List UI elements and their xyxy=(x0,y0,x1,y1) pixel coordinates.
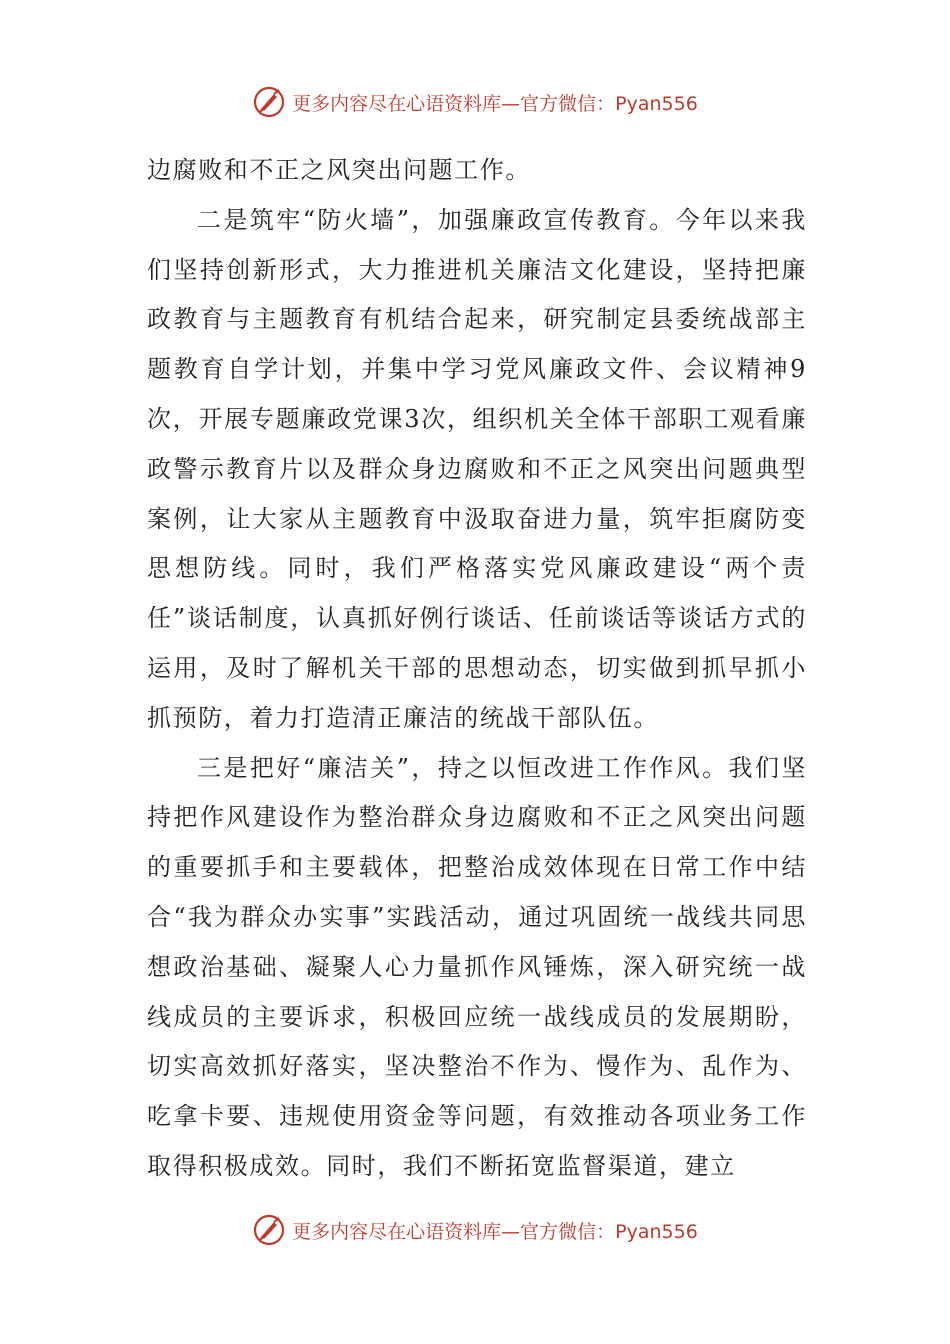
paragraph-three: 三是把好“廉洁关”，持之以恒改进工作作风。我们坚持把作风建设作为整治群众身边腐败和不正之风突出问题的重要抓手和主要载体，把整治成效体现在日常工作中结合“我为群众办实事”实践活动，通过巩固统一战线共同思想政治基础、凝聚人心力量抓作风锤炼，深入研究统一战线成员的主要诉求，积极回应统一战线成员的发展期盼，切实高效抓好落实，坚决整治不作为、慢作为、乱作为、吃拿卡要、违规使用资金等问题，有效推动各项业务工作取得积极成效。同时，我们不断拓宽监督渠道，建立 xyxy=(147,753,807,1180)
watermark-text: 更多内容尽在心语资料库—官方微信：Pyan556 xyxy=(292,92,698,115)
document-body xyxy=(147,146,807,1192)
quill-pen-icon xyxy=(252,1213,286,1247)
quill-pen-icon xyxy=(252,85,286,119)
paragraph-continuation: 边腐败和不正之风突出问题工作。 xyxy=(147,156,531,184)
paragraph-two: 二是筑牢“防火墙”，加强廉政宣传教育。今年以来我们坚持创新形式，大力推进机关廉洁文化建设，坚持把廉政教育与主题教育有机结合起来，研究制定县委统战部主题教育自学计划，并集中学习党风廉政文件、会议精神9次，开展专题廉政党课3次，组织机关全体干部职工观看廉政警示教育片以及群众身边腐败和不正之风突出问题典型案例，让大家从主题教育中汲取奋进力量，筑牢拒腐防变思想防线。同时，我们严格落实党风廉政建设“两个责任”谈话制度，认真抓好例行谈话、任前谈话等谈话方式的运用，及时了解机关干部的思想动态，切实做到抓早抓小抓预防，着力打造清正廉洁的统战干部队伍。 xyxy=(147,205,807,732)
watermark-banner-bottom xyxy=(0,1210,950,1250)
watermark-text: 更多内容尽在心语资料库—官方微信：Pyan556 xyxy=(292,1220,698,1243)
watermark-banner-top xyxy=(0,82,950,122)
